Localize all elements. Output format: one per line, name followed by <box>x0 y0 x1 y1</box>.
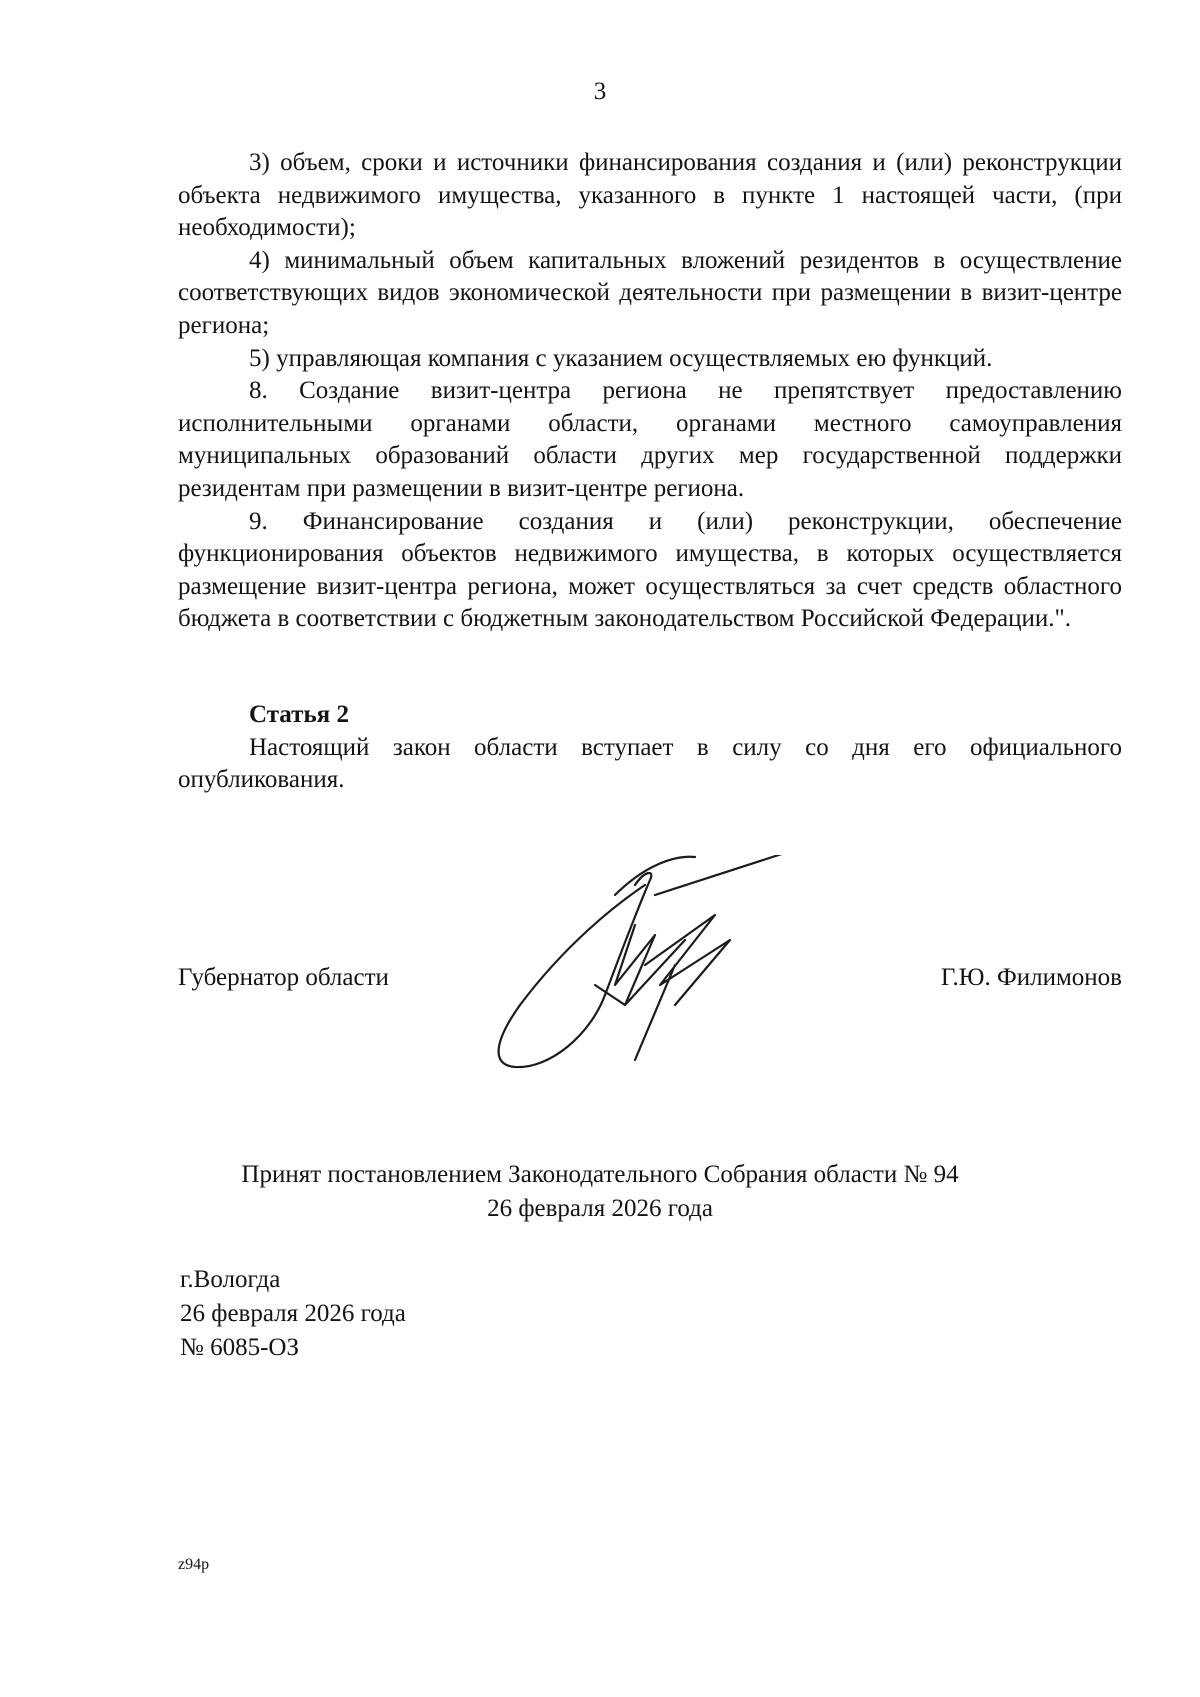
article-heading: Статья 2 <box>249 701 349 728</box>
law-date: 26 февраля 2026 года <box>180 1300 406 1327</box>
document-code: z94p <box>178 1556 210 1573</box>
signer-name: Г.Ю. Филимонов <box>940 964 1122 991</box>
adoption-line-2: 26 февраля 2026 года <box>487 1195 713 1222</box>
adoption-line-1: Принят постановлением Законодательного Собрания области № 94 <box>241 1161 959 1188</box>
article-2 <box>178 699 1122 797</box>
page-number: 3 <box>593 78 607 105</box>
article-text: Настоящий закон области вступает в силу со дня его официального опубликования. <box>178 733 1122 794</box>
place-date-number <box>180 1263 406 1365</box>
list-item-4: 4) минимальный объем капитальных вложений резидентов в осуществление соответствующих видов экономической деятельности при размещении в визит-центре региона; <box>178 246 1122 339</box>
law-text-body <box>178 147 1122 636</box>
law-number: № 6085-ОЗ <box>180 1334 300 1361</box>
adoption-note <box>0 1158 1200 1226</box>
handwritten-signature-icon <box>495 855 835 1080</box>
list-item-3: 3) объем, сроки и источники финансирования создания и (или) реконструкции объекта недвижимого имущества, указанного в пункте 1 настоящей части, (при необходимости); <box>178 149 1122 242</box>
paragraph-8: 8. Создание визит-центра региона не препятствует предоставлению исполнительными органами области, органами местного самоуправления муниципальных образований области других мер государственной поддержки резидентам при размещении в визит-центре региона. <box>178 377 1122 502</box>
list-item-5: 5) управляющая компания с указанием осуществляемых ею функций. <box>249 344 993 372</box>
paragraph-9: 9. Финансирование создания и (или) реконструкции, обеспечение функционирования объектов недвижимого имущества, в которых осуществляется размещение визит-центра региона, может осуществляться за счет средств областного бюджета в соответствии с бюджетным законодательством Российской Федерации.". <box>178 507 1122 633</box>
signer-position: Губернатор области <box>178 964 389 991</box>
city: г.Вологда <box>180 1266 281 1293</box>
